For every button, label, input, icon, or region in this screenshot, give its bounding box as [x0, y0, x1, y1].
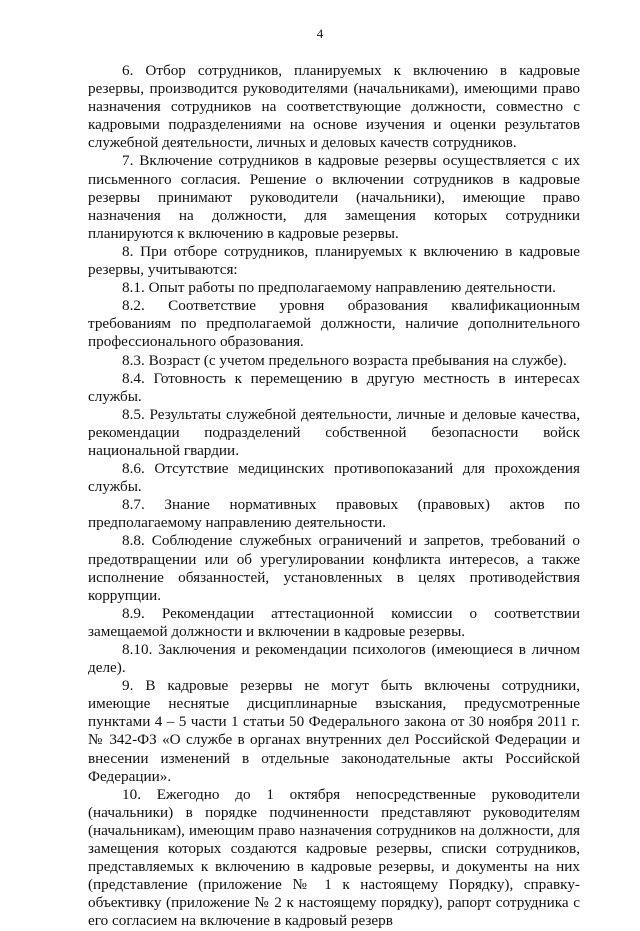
paragraph-8-5: 8.5. Результаты служебной деятельности, личные и деловые качества, рекомендации подразделений собственной безопасности войск национальной гвардии. [88, 405, 580, 459]
paragraph-10: 10. Ежегодно до 1 октября непосредственные руководители (начальники) в порядке подчиненности представляют руководителям (начальникам), имеющим право назначения сотрудников на должности, для замещения которых создаются кадровые резервы, списки сотрудников, представляемых к включению в кадровые резервы, и документы на них (представление (приложение № 1 к настоящему Порядку), справку-объективку (приложение № 2 к настоящему порядку), рапорт сотрудника с его согласием на включение в кадровый резерв [88, 785, 580, 930]
paragraph-8-8: 8.8. Соблюдение служебных ограничений и запретов, требований о предотвращении или об урегулировании конфликта интересов, а также исполнение обязанностей, установленных в целях противодействия коррупции. [88, 532, 580, 604]
paragraph-8-7: 8.7. Знание нормативных правовых (правовых) актов по предполагаемому направлению деятельности. [88, 496, 580, 532]
paragraph-8: 8. При отборе сотрудников, планируемых к включению в кадровые резервы, учитываются: [88, 242, 580, 279]
paragraph-8-6: 8.6. Отсутствие медицинских противопоказаний для прохождения службы. [88, 460, 580, 496]
paragraph-8-3: 8.3. Возраст (с учетом предельного возраста пребывания на службе). [122, 351, 567, 369]
paragraph-6: 6. Отбор сотрудников, планируемых к включению в кадровые резервы, производится руководителями (начальниками), имеющими право назначения сотрудников на соответствующие должности, совместно с кадровыми подразделениями на основе изучения и оценки результатов служебной деятельности, личных и деловых качеств сотрудников. [88, 62, 580, 152]
paragraph-8-10: 8.10. Заключения и рекомендации психологов (имеющиеся в личном деле). [88, 641, 580, 677]
paragraph-9: 9. В кадровые резервы не могут быть включены сотрудники, имеющие неснятые дисциплинарные взыскания, предусмотренные пунктами 4 – 5 части 1 статьи 50 Федерального закона от 30 ноября 2011 г. № 342-ФЗ «О службе в органах внутренних дел Российской Федерации и внесении изменений в отдельные законодательные акты Российской Федерации». [88, 677, 580, 785]
paragraph-8-1: 8.1. Опыт работы по предполагаемому направлению деятельности. [122, 279, 556, 297]
paragraph-8-4: 8.4. Готовность к перемещению в другую местность в интересах службы. [88, 369, 580, 405]
paragraph-7: 7. Включение сотрудников в кадровые резервы осуществляется с их письменного согласия. Решение о включении сотрудников в кадровые резервы принимают руководители (начальники), имеющие право назначения на должности, для замещения которых сотрудники планируются к включению в кадровые резервы. [88, 152, 580, 242]
paragraph-8-9: 8.9. Рекомендации аттестационной комиссии о соответствии замещаемой должности и включении в кадровые резервы. [88, 604, 580, 640]
paragraph-8-2: 8.2. Соответствие уровня образования квалификационным требованиям по предполагаемой должности, наличие дополнительного профессионального образования. [88, 297, 580, 351]
document-body [88, 62, 580, 931]
page-number: 4 [316, 26, 324, 41]
